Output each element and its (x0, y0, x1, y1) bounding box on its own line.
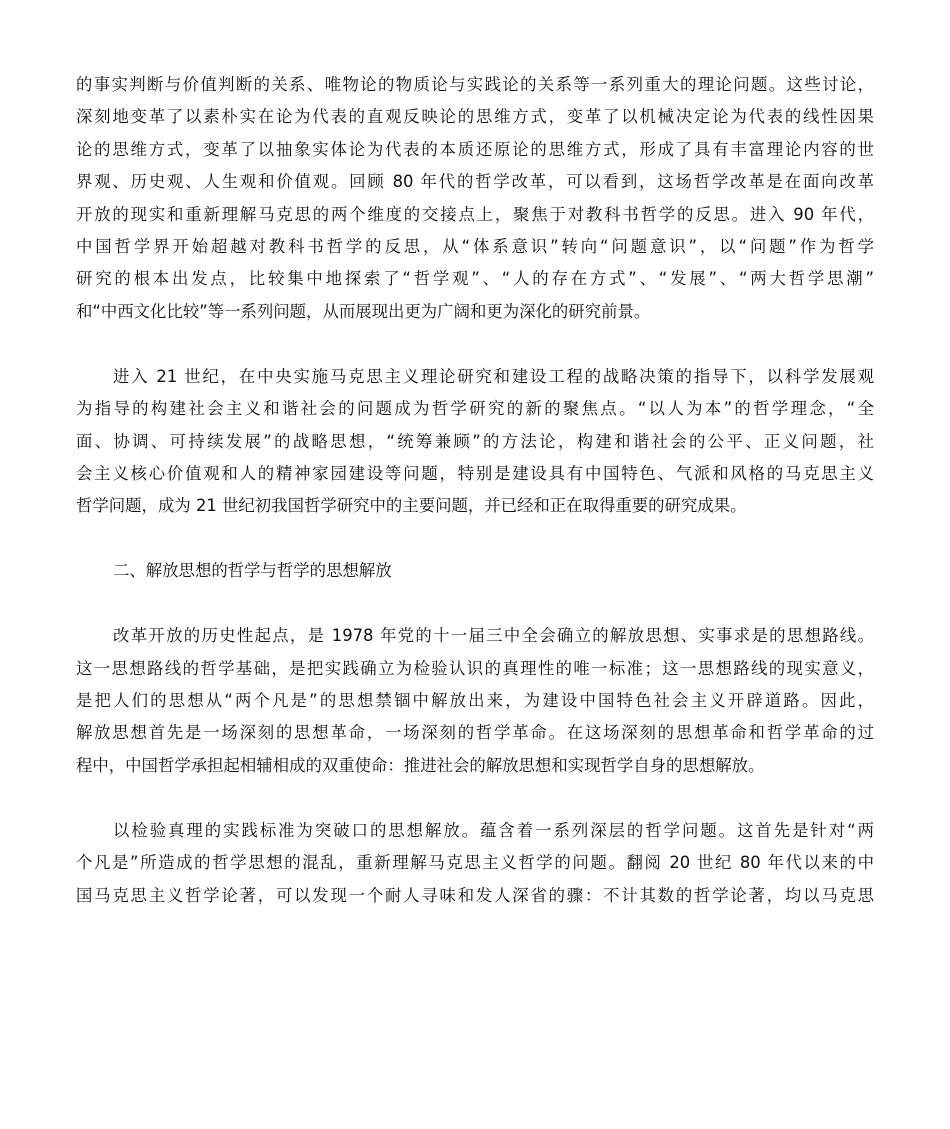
text-line: 个凡是”所造成的哲学思想的混乱，重新理解马克思主义哲学的问题。翻阅 20 世纪 80 年代以来的中 (76, 853, 874, 873)
section-heading-text: 二、解放思想的哲学与哲学的思想解放 (113, 561, 392, 581)
text-line: 研究的根本出发点，比较集中地探索了“哲学观”、“人的存在方式”、“发展”、“两大哲学思潮” (76, 269, 874, 289)
text-line: 和“中西文化比较”等一系列问题，从而展现出更为广阔和更为深化的研究前景。 (76, 301, 651, 321)
text-line: 是把人们的思想从“两个凡是”的思想禁锢中解放出来，为建设中国特色社会主义开辟道路。因此， (76, 691, 874, 711)
text-line: 论的思维方式，变革了以抽象实体论为代表的本质还原论的思维方式，形成了具有丰富理论内容的世 (76, 139, 874, 159)
paragraph-1 (76, 69, 874, 328)
text-line: 国马克思主义哲学论著，可以发现一个耐人寻味和发人深省的骤：不计其数的哲学论著，均以马克思 (76, 885, 874, 905)
text-line: 以检验真理的实践标准为突破口的思想解放。蕴含着一系列深层的哲学问题。这首先是针对“两 (113, 820, 874, 840)
text-line: 面、协调、可持续发展”的战略思想，“统筹兼顾”的方法论，构建和谐社会的公平、正义问题，社 (76, 431, 874, 451)
text-line: 开放的现实和重新理解马克思的两个维度的交接点上，聚焦于对教科书哲学的反思。进入 90 年代， (76, 204, 874, 224)
document-page (76, 69, 874, 945)
paragraph-3 (76, 620, 874, 782)
text-line: 中国哲学界开始超越对教科书哲学的反思，从“体系意识”转向“问题意识”，以“问题”作为哲学 (76, 236, 874, 256)
text-line: 的事实判断与价值判断的关系、唯物论的物质论与实践论的关系等一系列重大的理论问题。这些讨论， (76, 75, 874, 94)
section-heading (76, 555, 874, 587)
text-line: 解放思想首先是一场深刻的思想革命，一场深刻的哲学革命。在这场深刻的思想革命和哲学革命的过 (76, 723, 874, 743)
text-line: 深刻地变革了以素朴实在论为代表的直观反映论的思维方式，变革了以机械决定论为代表的线性因果 (76, 107, 874, 127)
paragraph-2 (76, 361, 874, 523)
text-line: 界观、历史观、人生观和价值观。回顾 80 年代的哲学改革，可以看到，这场哲学改革是在面向改革 (76, 172, 874, 192)
text-line: 这一思想路线的哲学基础，是把实践确立为检验认识的真理性的唯一标准；这一思想路线的现实意义， (76, 658, 874, 678)
text-line: 会主义核心价值观和人的精神家园建设等问题，特别是建设具有中国特色、气派和风格的马克思主义 (76, 463, 874, 483)
text-line: 改革开放的历史性起点，是 1978 年党的十一届三中全会确立的解放思想、实事求是的思想路线。 (113, 626, 874, 646)
paragraph-4 (76, 815, 874, 912)
text-line: 哲学问题，成为 21 世纪初我国哲学研究中的主要问题，并已经和正在取得重要的研究成果。 (76, 496, 747, 516)
text-line: 为指导的构建社会主义和谐社会的问题成为哲学研究的新的聚焦点。“以人为本”的哲学理念，“全 (76, 399, 874, 419)
text-line: 程中，中国哲学承担起相辅相成的双重使命：推进社会的解放思想和实现哲学自身的思想解放。 (76, 755, 765, 775)
text-line: 进入 21 世纪，在中央实施马克思主义理论研究和建设工程的战略决策的指导下，以科学发展观 (113, 366, 874, 386)
